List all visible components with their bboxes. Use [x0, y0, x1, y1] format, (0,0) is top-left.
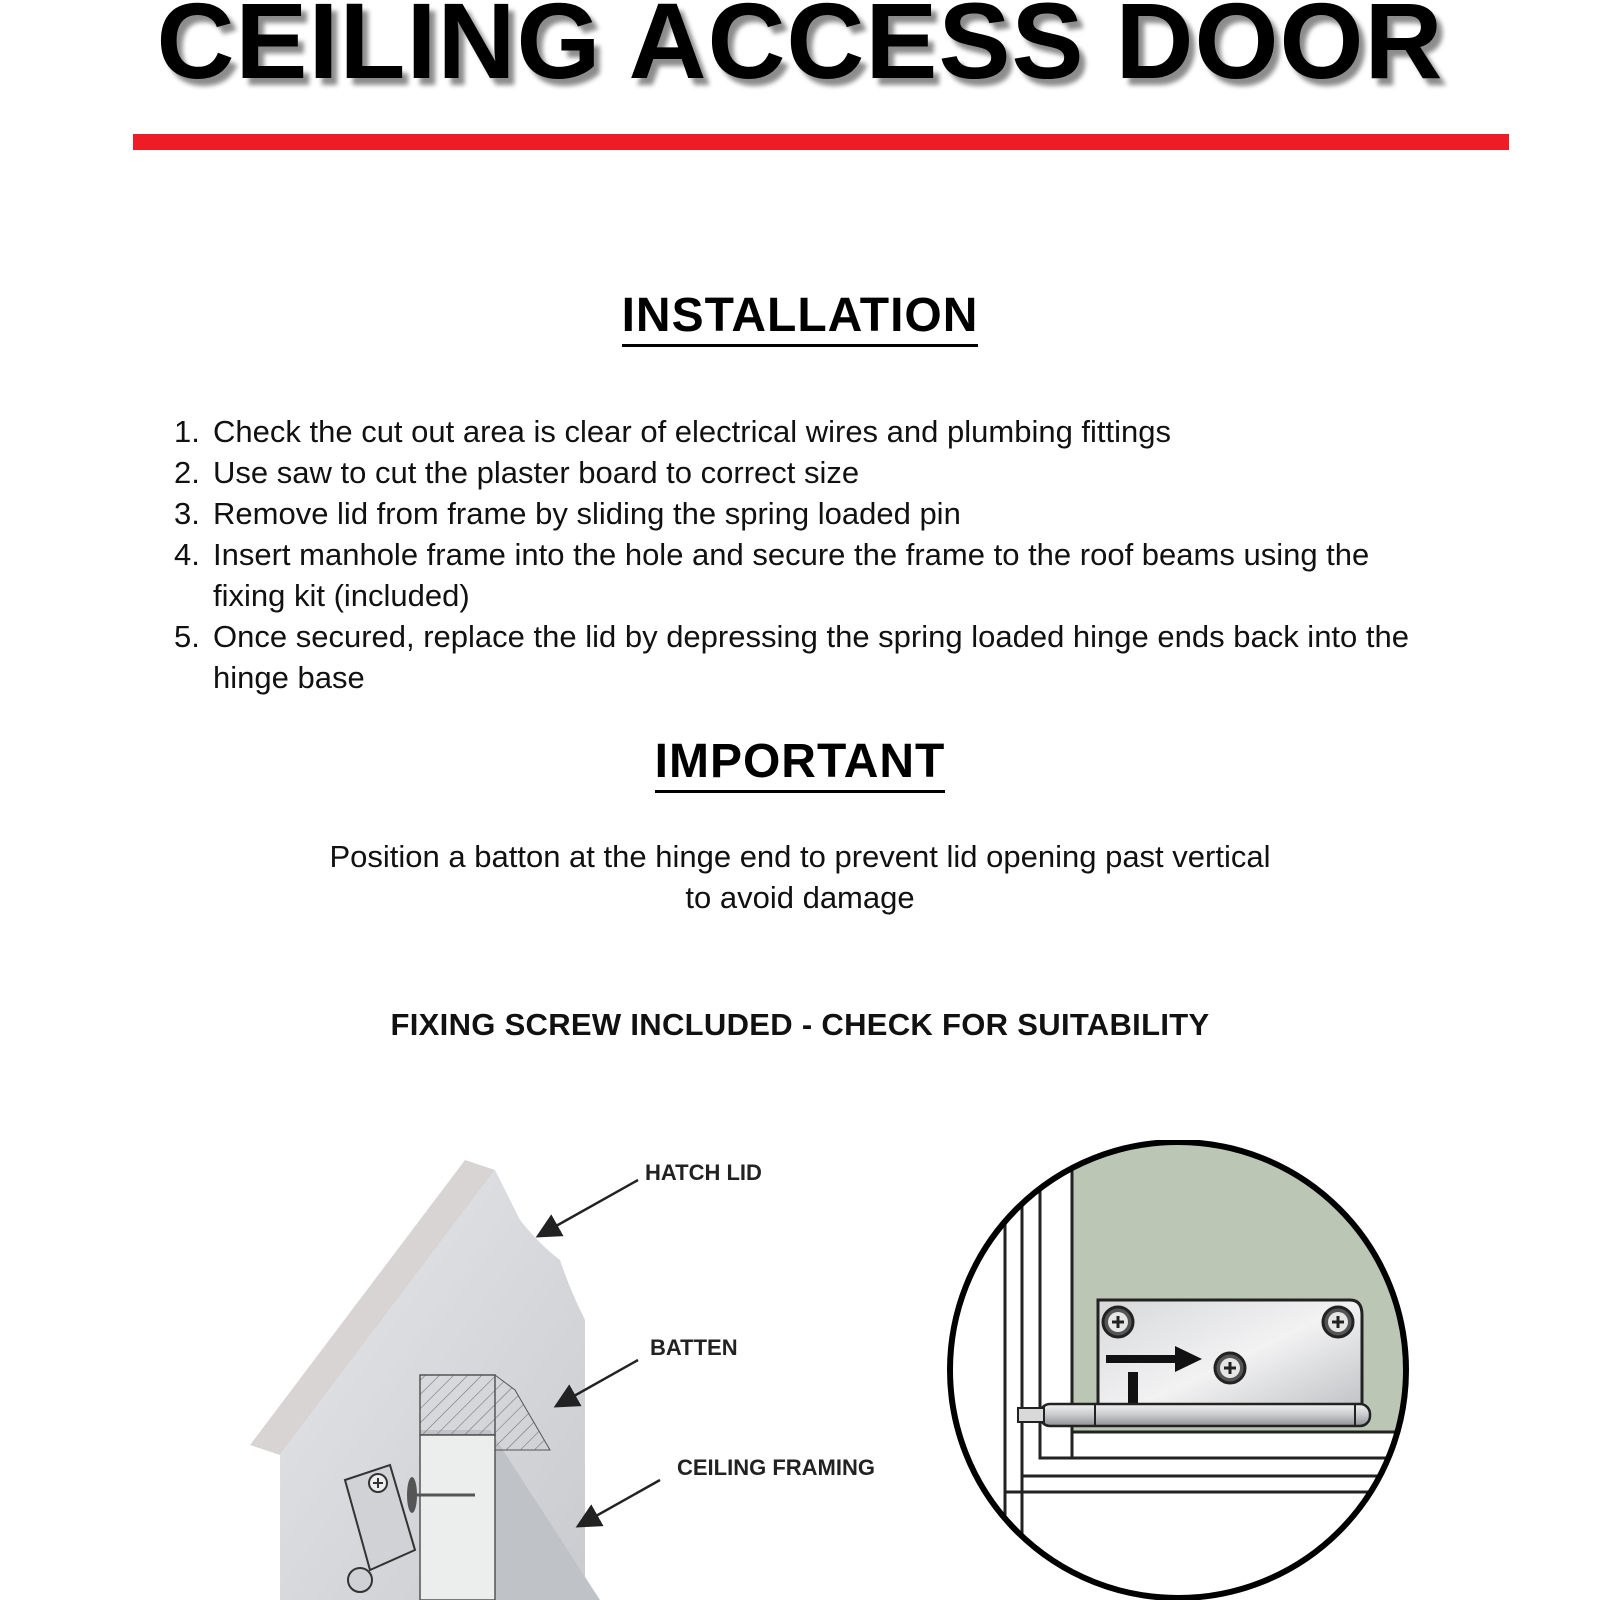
step-number: 5. — [174, 619, 200, 654]
page-title: CEILING ACCESS DOOR — [156, 0, 1444, 101]
step-5 — [174, 616, 1443, 698]
important-note — [0, 836, 1600, 918]
title-divider — [133, 134, 1509, 150]
fixing-screw-note: FIXING SCREW INCLUDED - CHECK FOR SUITABILITY — [390, 1007, 1210, 1042]
installation-heading-text: INSTALLATION — [622, 289, 979, 347]
hinge-closeup-diagram — [930, 1140, 1420, 1600]
step-text: Remove lid from frame by sliding the spring loaded pin — [213, 496, 961, 531]
installation-heading — [0, 288, 1600, 343]
step-2 — [174, 452, 1443, 493]
step-number: 2. — [174, 455, 200, 490]
batten-label: BATTEN — [650, 1335, 738, 1360]
step-text: Use saw to cut the plaster board to correct size — [213, 455, 860, 490]
step-number: 1. — [174, 414, 200, 449]
step-3 — [174, 493, 1443, 534]
step-number: 3. — [174, 496, 200, 531]
step-text: Once secured, replace the lid by depressing the spring loaded hinge ends back into the hinge base — [213, 619, 1409, 695]
ceiling-framing-label: CEILING FRAMING — [677, 1455, 875, 1480]
step-number: 4. — [174, 537, 200, 572]
important-heading — [0, 734, 1600, 789]
step-text: Insert manhole frame into the hole and secure the frame to the roof beams using the fixing kit (included) — [213, 537, 1370, 613]
important-note-line-2: to avoid damage — [685, 880, 915, 915]
hatch-lid-label: HATCH LID — [645, 1160, 762, 1185]
hatch-lid-arrow — [540, 1180, 638, 1235]
step-4 — [174, 534, 1443, 616]
important-note-line-1: Position a batton at the hinge end to prevent lid opening past vertical — [329, 839, 1271, 874]
step-text: Check the cut out area is clear of electrical wires and plumbing fittings — [213, 414, 1172, 449]
hatch-lid-diagram — [240, 1150, 880, 1600]
important-heading-text: IMPORTANT — [655, 735, 946, 793]
ceiling-framing-arrow — [580, 1480, 660, 1525]
installation-steps — [174, 411, 1443, 698]
step-1 — [174, 411, 1443, 452]
